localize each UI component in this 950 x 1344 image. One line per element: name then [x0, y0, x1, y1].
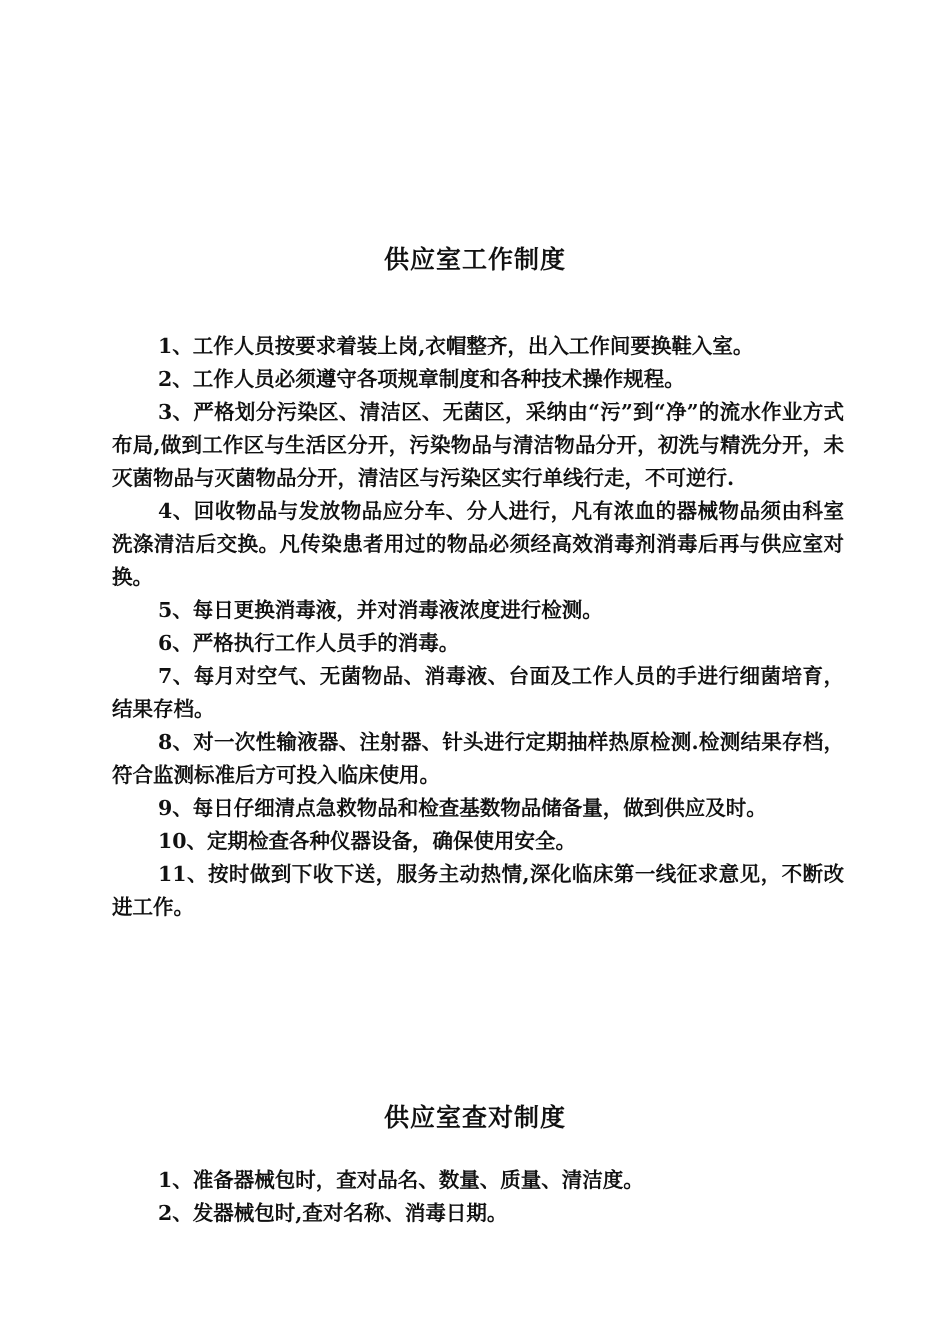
list-item [112, 660, 844, 726]
item-number: 6 [158, 631, 173, 655]
item-text: 、对一次性输液器、注射器、针头进行定期抽样热原检测.检测结果存档，符合监测标准后方可投入临床使用。 [112, 730, 844, 787]
list-item [112, 825, 844, 858]
section-title-work-rules: 供应室工作制度 [383, 245, 566, 274]
list-item [112, 330, 844, 363]
item-number: 1 [158, 1168, 173, 1192]
list-item [112, 627, 844, 660]
list-item [112, 1164, 844, 1197]
list-item [112, 594, 844, 627]
item-number: 8 [158, 730, 173, 754]
check-rules-list [112, 1164, 844, 1230]
section-title-check-rules: 供应室查对制度 [383, 1103, 566, 1132]
list-item [112, 363, 844, 396]
item-text: 、定期检查各种仪器设备，确保使用安全。 [186, 829, 577, 853]
item-number: 2 [158, 1201, 173, 1225]
item-number: 5 [158, 598, 173, 622]
item-text: 、严格划分污染区、清洁区、无菌区，采纳由“污”到“净”的流水作业方式布局,做到工作区与生活区分开，污染物品与清洁物品分开，初洗与精洗分开，未灭菌物品与灭菌物品分开，清洁区与污染区实行单线行走，不可逆行. [112, 400, 844, 490]
item-number: 3 [158, 400, 173, 424]
item-text: 、按时做到下收下送，服务主动热情,深化临床第一线征求意见，不断改进工作。 [112, 862, 844, 919]
item-number: 9 [158, 796, 173, 820]
work-rules-list [112, 330, 844, 924]
item-text: 、工作人员必须遵守各项规章制度和各种技术操作规程。 [172, 367, 685, 391]
list-item [112, 1197, 844, 1230]
item-number: 10 [158, 829, 187, 853]
item-text: 、回收物品与发放物品应分车、分人进行，凡有浓血的器械物品须由科室洗涤清洁后交换。凡传染患者用过的物品必须经高效消毒剂消毒后再与供应室对换。 [112, 499, 844, 589]
item-number: 2 [158, 367, 173, 391]
item-text: 、发器械包时,查对名称、消毒日期。 [172, 1201, 508, 1225]
item-text: 、每日更换消毒液，并对消毒液浓度进行检测。 [172, 598, 603, 622]
item-number: 4 [158, 499, 173, 523]
list-item [112, 858, 844, 924]
list-item [112, 396, 844, 495]
list-item [112, 792, 844, 825]
item-text: 、准备器械包时，查对品名、数量、质量、清洁度。 [172, 1168, 644, 1192]
item-text: 、严格执行工作人员手的消毒。 [172, 631, 460, 655]
item-text: 、每月对空气、无菌物品、消毒液、台面及工作人员的手进行细菌培育，结果存档。 [112, 664, 844, 721]
item-number: 11 [158, 862, 187, 886]
item-number: 1 [158, 334, 173, 358]
list-item [112, 726, 844, 792]
item-text: 、每日仔细清点急救物品和检查基数物品储备量，做到供应及时。 [172, 796, 767, 820]
list-item [112, 495, 844, 594]
item-number: 7 [158, 664, 173, 688]
item-text: 、工作人员按要求着装上岗,衣帽整齐，出入工作间要换鞋入室。 [172, 334, 754, 358]
